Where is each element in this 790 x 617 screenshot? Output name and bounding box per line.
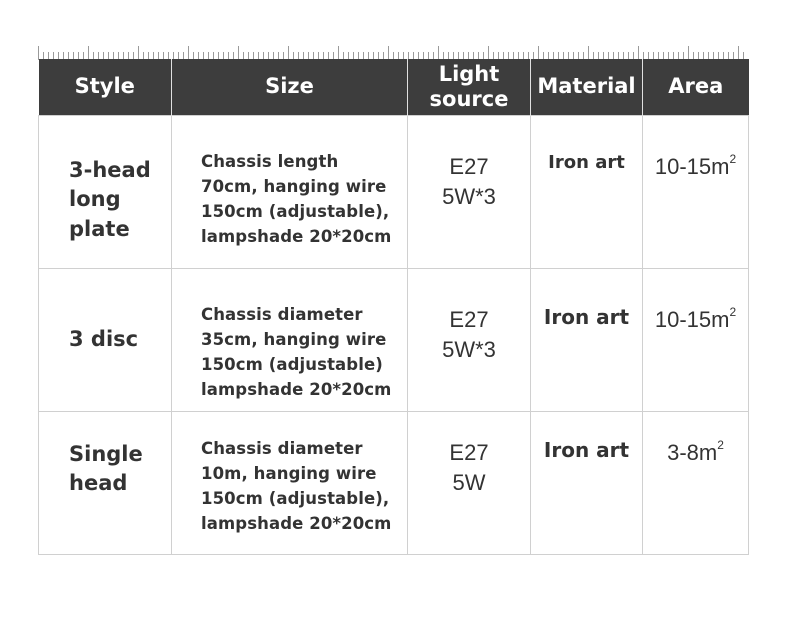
header-size: Size xyxy=(172,59,408,116)
light-source-text: E27 5W*3 xyxy=(442,154,496,209)
cell-style xyxy=(39,116,172,269)
area-value xyxy=(643,116,748,180)
cell-area xyxy=(643,269,749,412)
spec-table xyxy=(38,59,749,555)
light-source-text: E27 5W*3 xyxy=(442,307,496,362)
cell-size xyxy=(172,116,408,269)
material-text: Iron art xyxy=(543,305,630,329)
cell-light-source xyxy=(408,116,531,269)
light-source-text: E27 5W xyxy=(449,440,489,495)
area-value xyxy=(643,269,748,333)
cell-area xyxy=(643,412,749,555)
header-light-source: Light source xyxy=(408,59,531,116)
table-row xyxy=(39,412,749,555)
style-text: 3-head long plate xyxy=(69,158,151,241)
cell-light-source xyxy=(408,412,531,555)
area-superscript: 2 xyxy=(717,438,724,452)
area-superscript: 2 xyxy=(729,305,737,319)
size-text: Chassis diameter 10m, hanging wire 150cm (adjustable), lampshade 20*20cm xyxy=(201,439,392,533)
cell-light-source xyxy=(408,269,531,412)
material-text: Iron art xyxy=(543,438,630,462)
material-text: Iron art xyxy=(548,152,625,173)
style-text: 3 disc xyxy=(69,327,139,352)
cell-size xyxy=(172,269,408,412)
cell-style xyxy=(39,412,172,555)
ruler-decoration xyxy=(38,40,748,60)
area-superscript: 2 xyxy=(729,152,737,166)
cell-size xyxy=(172,412,408,555)
area-text: 10-15m xyxy=(654,154,730,179)
header-area: Area xyxy=(643,59,749,116)
cell-material xyxy=(531,116,643,269)
area-text: 3-8m xyxy=(667,440,718,465)
area-text: 10-15m xyxy=(654,307,730,332)
cell-area xyxy=(643,116,749,269)
table-row xyxy=(39,116,749,269)
cell-material xyxy=(531,412,643,555)
size-text: Chassis length 70cm, hanging wire 150cm (adjustable), lampshade 20*20cm xyxy=(201,152,392,246)
area-value xyxy=(643,412,748,466)
table-row xyxy=(39,269,749,412)
header-material: Material xyxy=(531,59,643,116)
size-text: Chassis diameter 35cm, hanging wire 150cm (adjustable) lampshade 20*20cm xyxy=(201,305,392,399)
cell-material xyxy=(531,269,643,412)
table-header-row xyxy=(39,59,749,116)
header-style: Style xyxy=(39,59,172,116)
style-text: Single head xyxy=(69,442,143,496)
cell-style xyxy=(39,269,172,412)
